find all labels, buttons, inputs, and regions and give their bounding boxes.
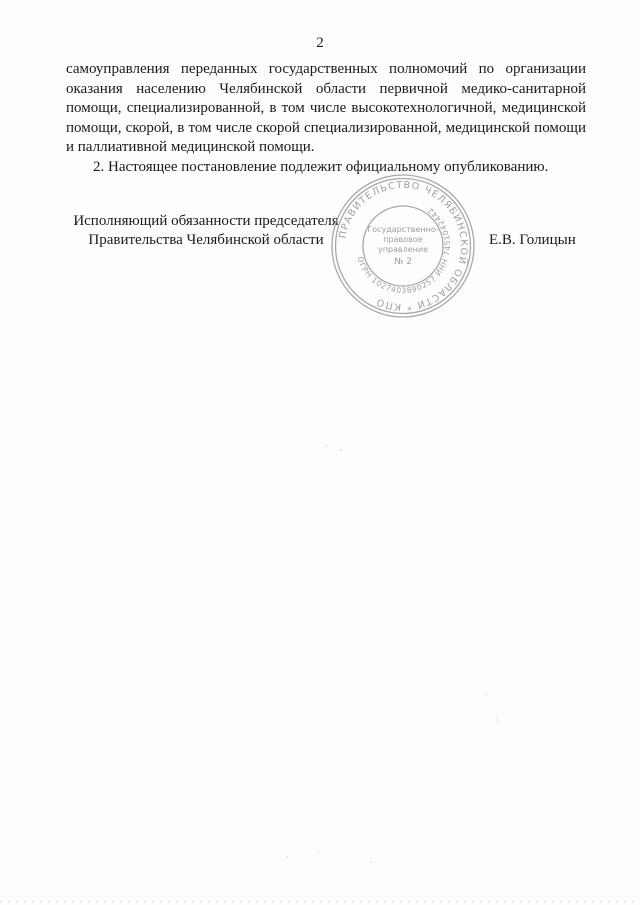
signatory-title-line-2: Правительства Челябинской области <box>88 232 324 248</box>
signatory-title <box>66 212 346 250</box>
signatory-title-line-1: Исполняющий обязанности председателя <box>73 213 339 229</box>
page-number: 2 <box>316 35 324 51</box>
svg-text:управление: управление <box>377 245 429 254</box>
official-seal-stamp <box>329 172 477 320</box>
svg-text:правовое: правовое <box>383 235 423 244</box>
svg-text:№ 2: № 2 <box>394 257 412 267</box>
svg-text:Государственно-: Государственно- <box>367 225 439 234</box>
publication-paragraph: 2. Настоящее постановление подлежит официальному опубликованию. <box>93 158 549 175</box>
seal-outer-text: ПРАВИТЕЛЬСТВО ЧЕЛЯБИНСКОЙ ОБЛАСТИ * КПО <box>337 179 470 313</box>
seal-inner-text: ОГРН 1027403890257 ИНН 7451042442 <box>355 205 453 296</box>
signatory-name: Е.В. Голицын <box>489 232 576 248</box>
document-body <box>66 60 586 178</box>
continuation-paragraph: самоуправления переданных государственных полномочий по организации оказания населению Челябинской области первичной медико-санитарной помощи, специализированной, в том числе высокотехнологичной, медицинской помощи, скорой, в том числе скорой специализированной, медицинской помощи и паллиативной медицинской помощи. <box>66 61 586 156</box>
